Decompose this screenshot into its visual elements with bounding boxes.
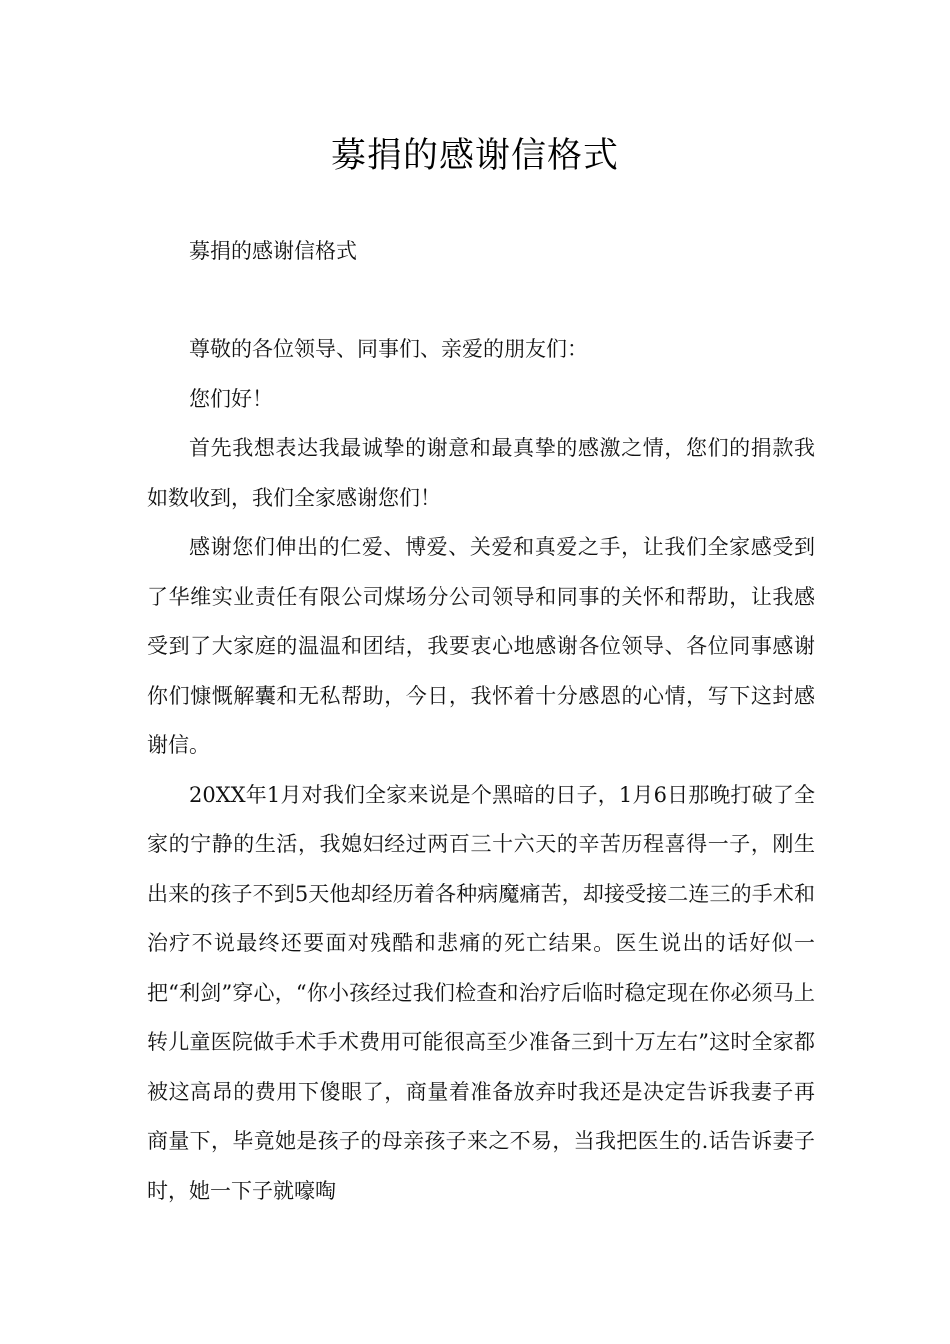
document-title: 募捐的感谢信格式 xyxy=(330,136,619,176)
letter-body xyxy=(147,325,815,1216)
body-paragraph: 首先我想表达我最诚挚的谢意和最真挚的感激之情，您们的捐款我如数收到，我们全家感谢您们！ xyxy=(147,436,815,510)
body-paragraph: 20XX年1月对我们全家来说是个黑暗的日子，1月6日那晚打破了全家的宁静的生活，我媳妇经过两百三十六天的辛苦历程喜得一子，刚生出来的孩子不到5天他却经历着各种病魔痛苦，却接受接二连三的手术和治疗不说最终还要面对残酷和悲痛的死亡结果。医生说出的话好似一把“利剑”穿心，“你小孩经过我们检查和治疗后临时稳定现在你必须马上转儿童医院做手术手术费用可能很高至少准备三到十万左右”这时全家都被这高昂的费用下傻眼了，商量着准备放弃时我还是决定告诉我妻子再商量下，毕竟她是孩子的母亲孩子来之不易，当我把医生的.话告诉妻子时，她一下子就嚎啕 xyxy=(147,782,815,1203)
document-subtitle-block xyxy=(147,227,815,277)
document-subtitle: 募捐的感谢信格式 xyxy=(189,239,357,263)
salutation: 尊敬的各位领导、同事们、亲爱的朋友们： xyxy=(189,337,588,361)
greeting: 您们好！ xyxy=(189,386,273,411)
body-paragraph: 感谢您们伸出的仁爱、博爱、关爱和真爱之手，让我们全家感受到了华维实业责任有限公司煤场分公司领导和同事的关怀和帮助，让我感受到了大家庭的温温和团结，我要衷心地感谢各位领导、各位同事感谢你们慷慨解囊和无私帮助，今日，我怀着十分感恩的心情，写下这封感谢信。 xyxy=(147,535,815,757)
